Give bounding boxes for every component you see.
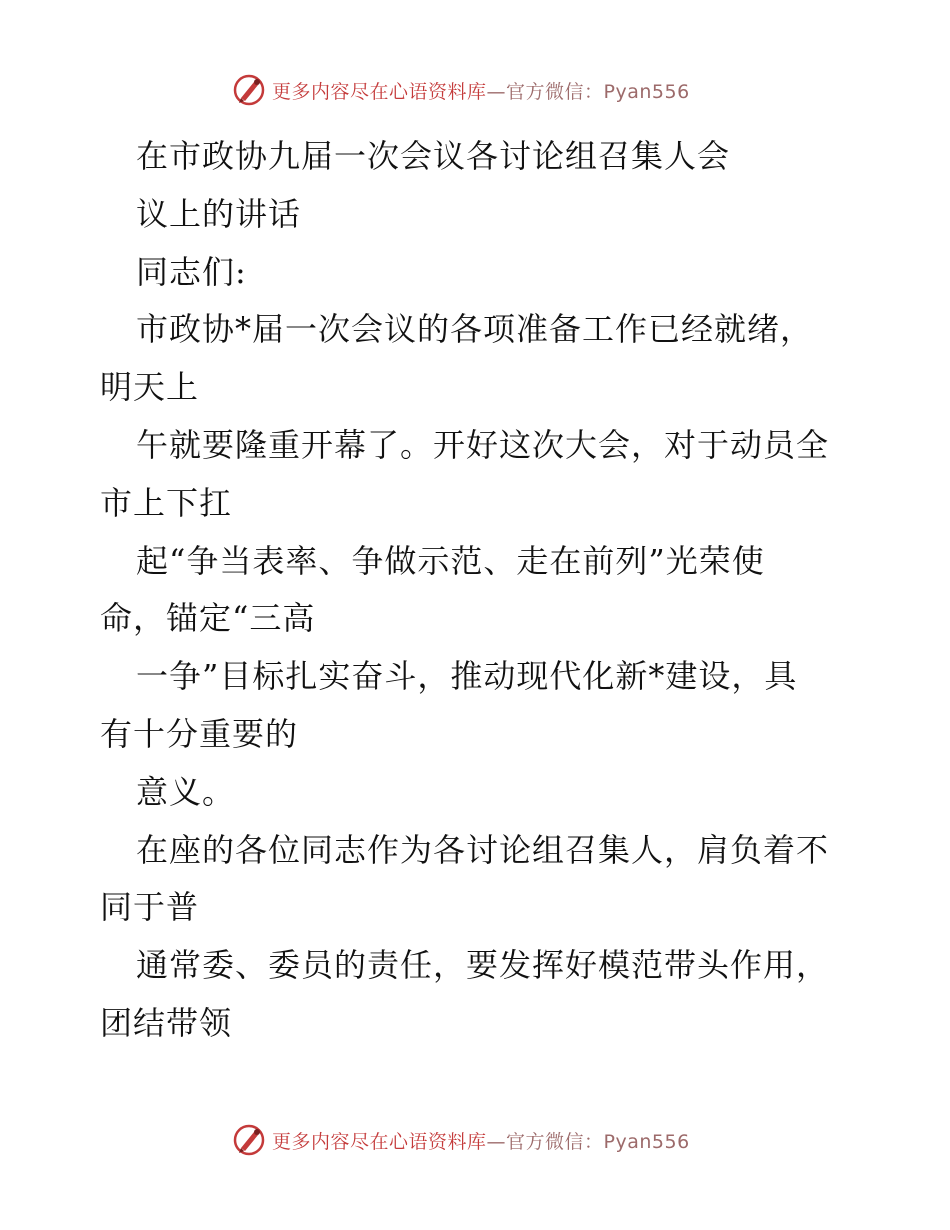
doc-line-14: 同于普 xyxy=(100,888,200,927)
footer-banner xyxy=(232,1122,690,1158)
footer-banner-title: 更多内容尽在心语资料库 xyxy=(272,1130,487,1153)
doc-line-10: 一争”目标扎实奋斗，推动现代化新*建设，具 xyxy=(136,657,798,696)
doc-line-5: 明天上 xyxy=(100,368,200,407)
header-banner-title: 更多内容尽在心语资料库 xyxy=(272,80,487,103)
pen-logo-icon xyxy=(232,1123,266,1157)
doc-line-7: 市上下扛 xyxy=(100,483,233,522)
header-banner-text xyxy=(272,77,690,104)
footer-banner-wechat: —官方微信：Pyan556 xyxy=(486,1130,690,1153)
doc-line-1: 在市政协九届一次会议各讨论组召集人会 xyxy=(136,137,731,175)
header-banner xyxy=(232,72,690,108)
doc-line-9: 命，锚定“三高 xyxy=(100,599,316,638)
pen-logo-icon xyxy=(232,73,266,107)
doc-line-13: 在座的各位同志作为各讨论组召集人，肩负着不 xyxy=(136,830,830,869)
doc-line-11: 有十分重要的 xyxy=(100,714,299,753)
doc-line-12: 意义。 xyxy=(136,772,236,811)
header-banner-wechat: —官方微信：Pyan556 xyxy=(486,80,690,103)
document-body xyxy=(100,128,860,1053)
doc-line-6: 午就要隆重开幕了。开好这次大会，对于动员全 xyxy=(136,425,830,464)
doc-line-3: 同志们: xyxy=(136,252,247,291)
footer-banner-text xyxy=(272,1127,690,1154)
doc-line-4: 市政协*届一次会议的各项准备工作已经就绪， xyxy=(136,310,814,349)
doc-line-2: 议上的讲话 xyxy=(136,194,302,233)
doc-line-8: 起“争当表率、争做示范、走在前列”光荣使 xyxy=(136,541,765,580)
doc-line-16: 团结带领 xyxy=(100,1003,233,1042)
doc-line-15: 通常委、委员的责任，要发挥好模范带头作用， xyxy=(136,946,830,985)
